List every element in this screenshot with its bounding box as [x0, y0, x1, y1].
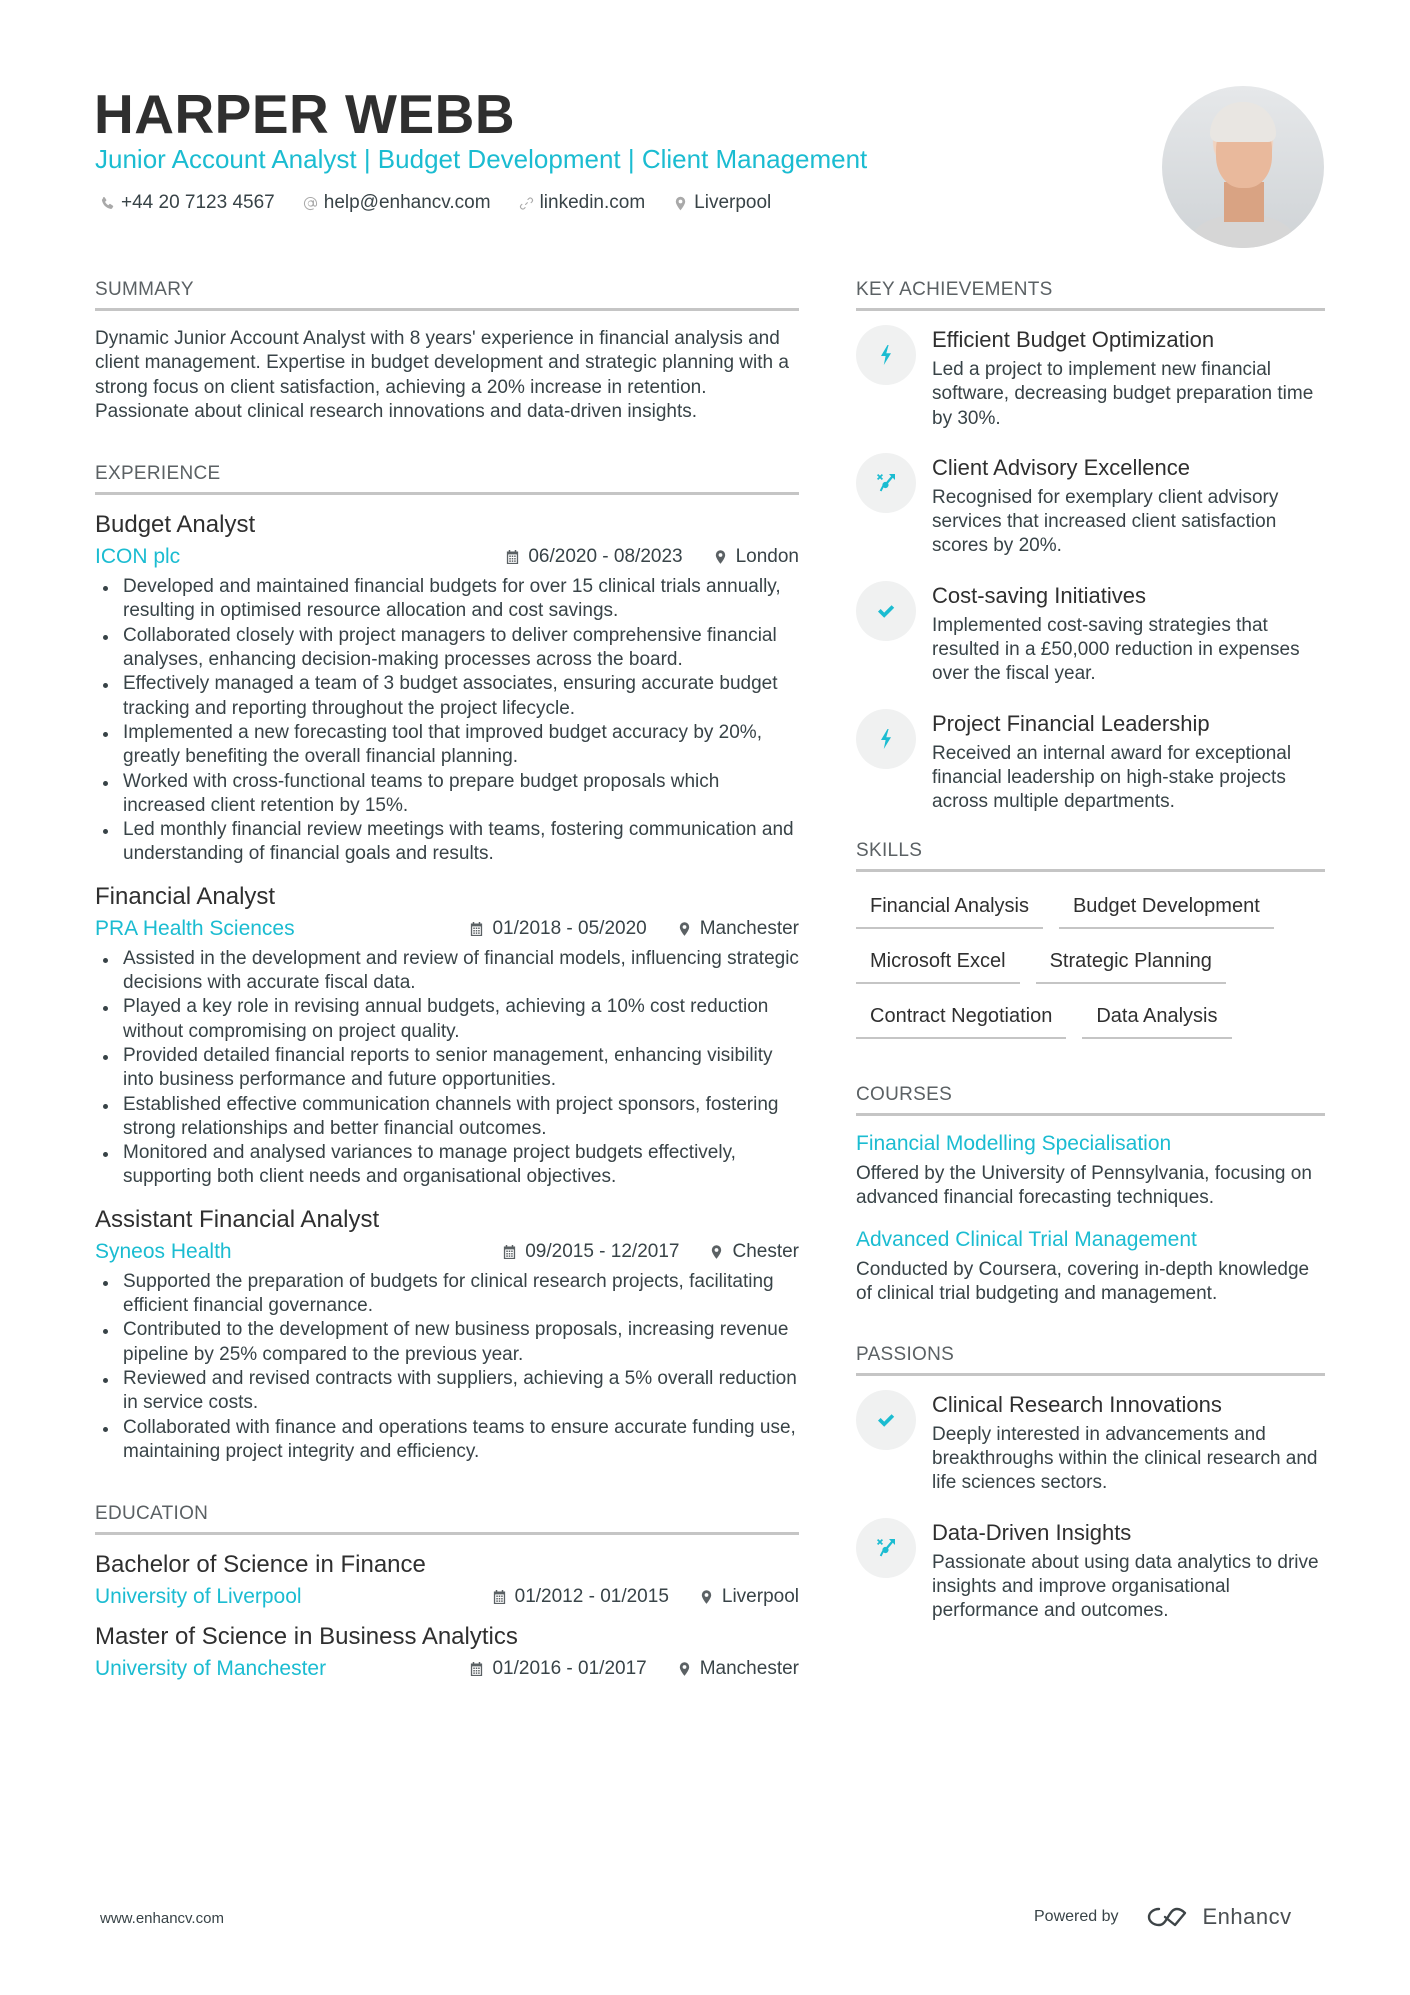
education-meta: [95, 1583, 799, 1611]
at-icon: [303, 196, 318, 211]
education-meta-right: [492, 1586, 799, 1608]
job-meta: [95, 915, 799, 943]
enhancv-infinity-icon: [1145, 1904, 1191, 1930]
skills-list: [856, 886, 1325, 1051]
job-title: Financial Analyst: [95, 882, 276, 910]
achievement-icon-circle: [856, 581, 916, 641]
passion-body: [932, 1518, 1325, 1624]
bullet-item: Established effective communication channels with project sponsors, fostering strong relationships and better financial outcomes.: [95, 1093, 799, 1142]
course-title: Advanced Clinical Trial Management: [856, 1228, 1197, 1252]
summary-section: [95, 276, 799, 424]
school-name: University of Manchester: [95, 1657, 327, 1681]
location-pin-icon: [709, 1244, 724, 1260]
job-location: [709, 1241, 799, 1263]
education-location: [677, 1658, 799, 1680]
skills-section: [856, 837, 1325, 1051]
achievement-item: [856, 709, 1325, 815]
passions-list: [856, 1390, 1325, 1624]
job-meta: [95, 543, 799, 571]
footer-powered-by[interactable]: [1034, 1904, 1292, 1930]
job-bullets: [95, 1270, 799, 1464]
job-dates-text: 09/2015 - 12/2017: [525, 1240, 680, 1262]
achievement-item: [856, 581, 1325, 687]
company-name: PRA Health Sciences: [95, 916, 295, 940]
achievement-title: Project Financial Leadership: [932, 710, 1210, 736]
passion-title: Data-Driven Insights: [932, 1519, 1132, 1545]
achievement-body: [932, 581, 1325, 687]
skill-tag: Microsoft Excel: [856, 941, 1020, 984]
strategy-arrow-icon: [874, 1536, 898, 1560]
passion-body: [932, 1390, 1325, 1496]
contact-linkedin[interactable]: [519, 190, 646, 216]
enhancv-logo: [1145, 1904, 1292, 1930]
contact-row: [100, 190, 771, 216]
job-meta: [95, 1238, 799, 1266]
degree-title: Master of Science in Business Analytics: [95, 1623, 518, 1651]
job-meta-right: [502, 1241, 799, 1263]
strategy-arrow-icon: [874, 471, 898, 495]
profile-photo: [1162, 86, 1324, 248]
bullet-item: Reviewed and revised contracts with suppliers, achieving a 5% overall reduction in service costs.: [95, 1367, 799, 1416]
bullet-item: Implemented a new forecasting tool that improved budget accuracy by 20%, greatly benefiting the overall financial planning.: [95, 721, 799, 770]
passions-section: [856, 1341, 1325, 1624]
job-dates-text: 01/2018 - 05/2020: [492, 917, 647, 939]
achievements-section: [856, 276, 1325, 815]
degree-title: Bachelor of Science in Finance: [95, 1551, 426, 1579]
course-desc: Conducted by Coursera, covering in-depth knowledge of clinical trial budgeting and management.: [856, 1259, 1310, 1305]
education-dates-text: 01/2012 - 01/2015: [514, 1586, 669, 1608]
passion-desc: Passionate about using data analytics to drive insights and improve organisational performance and outcomes.: [932, 1551, 1319, 1622]
lightning-bolt-icon: [874, 343, 898, 367]
bullet-item: Assisted in the development and review of financial models, influencing strategic decisions with accurate fiscal data.: [95, 947, 799, 996]
company-name: Syneos Health: [95, 1239, 232, 1263]
left-column: [95, 276, 799, 1683]
powered-by-label: Powered by: [1034, 1908, 1119, 1925]
skill-tag: Contract Negotiation: [856, 996, 1066, 1039]
experience-section: [95, 460, 799, 1464]
passion-desc: Deeply interested in advancements and breakthroughs within the clinical research and life sciences sectors.: [932, 1423, 1318, 1494]
job-bullets: [95, 575, 799, 867]
achievement-title: Efficient Budget Optimization: [932, 327, 1215, 352]
contact-email[interactable]: [303, 190, 491, 216]
achievement-desc: Recognised for exemplary client advisory services that increased client satisfaction scores by 20%.: [932, 486, 1279, 557]
job-entry: [95, 881, 799, 1190]
job-location: [677, 918, 799, 940]
linkedin-text: linkedin.com: [539, 192, 646, 213]
job-entry: [95, 1204, 799, 1464]
right-column: [856, 276, 1325, 1646]
job-dates: [505, 546, 682, 568]
passion-item: [856, 1390, 1325, 1496]
headline: Junior Account Analyst | Budget Development | Client Management: [95, 144, 868, 174]
bullet-item: Provided detailed financial reports to senior management, enhancing visibility into business performance and future opportunities.: [95, 1044, 799, 1093]
candidate-name: HARPER WEBB: [94, 83, 516, 145]
company-name: ICON plc: [95, 545, 181, 569]
course-title: Financial Modelling Specialisation: [856, 1131, 1172, 1155]
courses-heading: COURSES: [856, 1081, 1325, 1116]
contact-location: [673, 190, 771, 216]
skill-tag: Budget Development: [1059, 886, 1274, 929]
skill-tag: Data Analysis: [1082, 996, 1231, 1039]
footer-website-link[interactable]: www.enhancv.com: [100, 1910, 224, 1927]
location-pin-icon: [673, 196, 688, 211]
location-pin-icon: [699, 1589, 714, 1605]
achievement-body: [932, 709, 1325, 815]
achievement-item: [856, 453, 1325, 559]
passion-item: [856, 1518, 1325, 1624]
achievement-desc: Implemented cost-saving strategies that resulted in a £50,000 reduction in expenses over the fiscal year.: [932, 614, 1300, 685]
job-entry: [95, 509, 799, 867]
bullet-item: Effectively managed a team of 3 budget associates, ensuring accurate budget tracking and reporting throughout the project lifecycle.: [95, 672, 799, 721]
email-text: help@enhancv.com: [323, 192, 491, 213]
achievement-body: [932, 325, 1325, 431]
achievement-title: Cost-saving Initiatives: [932, 582, 1146, 608]
checkmark-icon: [874, 1408, 898, 1432]
achievement-body: [932, 453, 1325, 559]
calendar-icon: [505, 549, 520, 565]
job-location-text: Chester: [732, 1240, 799, 1262]
achievement-icon-circle: [856, 709, 916, 769]
passion-icon-circle: [856, 1390, 916, 1450]
education-location-text: Liverpool: [721, 1586, 799, 1608]
achievements-heading: KEY ACHIEVEMENTS: [856, 276, 1325, 311]
passion-icon-circle: [856, 1518, 916, 1578]
achievement-desc: Led a project to implement new financial software, decreasing budget preparation time by 30%.: [932, 359, 1314, 429]
education-entry: [95, 1621, 799, 1683]
job-title: Assistant Financial Analyst: [95, 1205, 380, 1233]
education-heading: EDUCATION: [95, 1500, 799, 1535]
job-meta-right: [505, 546, 799, 568]
bullet-item: Developed and maintained financial budgets for over 15 clinical trials annually, resulting in optimised resource allocation and cost savings.: [95, 575, 799, 624]
education-meta-right: [469, 1658, 799, 1680]
skill-tag: Financial Analysis: [856, 886, 1043, 929]
job-location-text: Manchester: [699, 917, 799, 939]
bullet-item: Contributed to the development of new business proposals, increasing revenue pipeline by 25% compared to the previous year.: [95, 1318, 799, 1367]
job-meta-right: [469, 918, 799, 940]
education-location: [699, 1586, 799, 1608]
bullet-item: Monitored and analysed variances to manage project budgets effectively, supporting both client needs and organisational objectives.: [95, 1141, 799, 1190]
bullet-item: Supported the preparation of budgets for clinical research projects, facilitating efficient financial governance.: [95, 1270, 799, 1319]
link-icon: [519, 196, 534, 211]
job-title: Budget Analyst: [95, 511, 256, 539]
experience-heading: EXPERIENCE: [95, 460, 799, 495]
job-location-text: London: [735, 546, 799, 568]
lightning-bolt-icon: [874, 727, 898, 751]
passions-heading: PASSIONS: [856, 1341, 1325, 1376]
education-entry: [95, 1549, 799, 1611]
education-location-text: Manchester: [699, 1658, 799, 1680]
job-dates-text: 06/2020 - 08/2023: [528, 546, 683, 568]
skills-heading: SKILLS: [856, 837, 1325, 872]
calendar-icon: [469, 921, 484, 937]
job-dates: [502, 1241, 679, 1263]
job-dates: [469, 918, 646, 940]
checkmark-icon: [874, 599, 898, 623]
course-item: [856, 1130, 1325, 1211]
bullet-item: Collaborated closely with project managers to deliver comprehensive financial analyses, enhancing decision-making processes across the board.: [95, 624, 799, 673]
education-dates-text: 01/2016 - 01/2017: [492, 1658, 647, 1680]
location-pin-icon: [677, 1661, 692, 1677]
education-dates: [469, 1658, 646, 1680]
achievement-item: [856, 325, 1325, 431]
achievements-list: [856, 325, 1325, 815]
photo-neck: [1224, 182, 1264, 222]
job-bullets: [95, 947, 799, 1190]
bullet-item: Led monthly financial review meetings with teams, fostering communication and understanding of financial goals and results.: [95, 818, 799, 867]
bullet-item: Worked with cross-functional teams to prepare budget proposals which increased client retention by 15%.: [95, 770, 799, 819]
summary-text: Dynamic Junior Account Analyst with 8 years' experience in financial analysis and client management. Expertise in budget development and strategic planning with a strong focus on client satisfaction, achieving a 20% increase in retention. Passionate about clinical research innovations and data-driven insights.: [95, 328, 789, 422]
education-meta: [95, 1655, 799, 1683]
school-name: University of Liverpool: [95, 1585, 302, 1609]
phone-text: +44 20 7123 4567: [121, 192, 275, 213]
course-item: [856, 1226, 1325, 1307]
location-pin-icon: [677, 921, 692, 937]
courses-section: [856, 1081, 1325, 1307]
bullet-item: Collaborated with finance and operations teams to ensure accurate funding use, maintaining project integrity and efficiency.: [95, 1416, 799, 1465]
skill-tag: Strategic Planning: [1036, 941, 1226, 984]
education-section: [95, 1500, 799, 1683]
education-dates: [492, 1586, 669, 1608]
location-pin-icon: [713, 549, 728, 565]
achievement-desc: Received an internal award for exceptional financial leadership on high-stake projects across multiple departments.: [932, 742, 1292, 813]
contact-phone[interactable]: [100, 190, 275, 216]
location-text: Liverpool: [694, 192, 772, 213]
job-location: [713, 546, 799, 568]
passion-title: Clinical Research Innovations: [932, 1391, 1222, 1417]
achievement-icon-circle: [856, 325, 916, 385]
calendar-icon: [502, 1244, 517, 1260]
achievement-icon-circle: [856, 453, 916, 513]
course-desc: Offered by the University of Pennsylvania, focusing on advanced financial forecasting techniques.: [856, 1162, 1312, 1208]
bullet-item: Played a key role in revising annual budgets, achieving a 10% cost reduction without compromising on project quality.: [95, 995, 799, 1044]
enhancv-brand-text: Enhancv: [1202, 1904, 1292, 1929]
achievement-title: Client Advisory Excellence: [932, 454, 1191, 480]
calendar-icon: [469, 1661, 484, 1677]
photo-hair: [1210, 102, 1276, 142]
summary-heading: SUMMARY: [95, 276, 799, 311]
calendar-icon: [492, 1589, 507, 1605]
phone-icon: [100, 196, 115, 211]
